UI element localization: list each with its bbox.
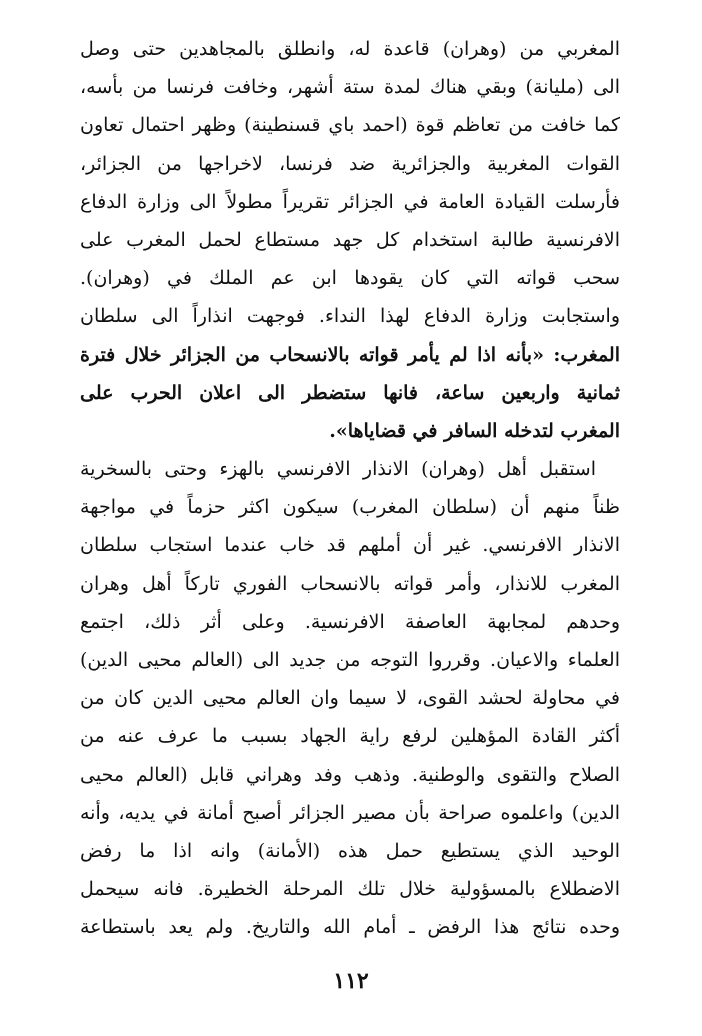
text-line: المغربي من (وهران) قاعدة له، وانطلق بالمجاهدين حتى وصل xyxy=(80,38,620,60)
text-line: فأرسلت القيادة العامة في الجزائر تقريراً مطولاً الى وزارة الدفاع xyxy=(80,190,620,213)
text-line: الدين) واعلموه صراحة بأن مصير الجزائر أصبح أمانة في يديه، وأنه xyxy=(80,801,620,824)
text-line: العلماء والاعيان. وقرروا التوجه من جديد الى (العالم محيى الدين) xyxy=(80,649,620,671)
text-line: الاضطلاع بالمسؤولية خلال تلك المرحلة الخطيرة. فانه سيحمل xyxy=(80,878,620,901)
page-number: ١١٢ xyxy=(333,968,369,994)
text-line: المغرب للانذار، وأمر قواته بالانسحاب الفوري تاركاً أهل وهران xyxy=(80,572,620,595)
text-line: واستجابت وزارة الدفاع لهذا النداء. فوجهت انذاراً الى سلطان xyxy=(80,305,620,328)
text-line: كما خافت من تعاظم قوة (احمد باي قسنطينة) وظهر احتمال تعاون xyxy=(80,114,620,137)
text-line: ظناً منهم أن (سلطان المغرب) سيكون اكثر حزماً في مواجهة xyxy=(80,496,620,519)
text-line: استقبل أهل (وهران) الانذار الافرنسي بالهزء وحتى بالسخرية xyxy=(80,458,596,481)
text-line: في محاولة لحشد القوى، لا سيما وان العالم محيى الدين كان من xyxy=(80,687,620,710)
text-line: الافرنسية طالبة استخدام كل جهد مستطاع لحمل المغرب على xyxy=(80,228,620,251)
text-line: سحب قواته التي كان يقودها ابن عم الملك في (وهران). xyxy=(80,267,620,290)
body-text xyxy=(80,30,620,947)
text-line: الى (مليانة) وبقي هناك لمدة ستة أشهر، وخافت فرنسا من بأسه، xyxy=(80,76,620,99)
text-line: الانذار الافرنسي. غير أن أملهم قد خاب عندما استجاب سلطان xyxy=(80,534,620,557)
text-line: أكثر القادة المؤهلين لرفع راية الجهاد بسبب ما عرف عنه من xyxy=(80,725,620,748)
text-line: الصلاح والتقوى والوطنية. وذهب وفد وهراني قابل (العالم محيى xyxy=(80,763,620,786)
text-line: القوات المغربية والجزائرية ضد فرنسا، لاخراجها من الجزائر، xyxy=(80,152,620,175)
text-line-bold: المغرب: «بأنه اذا لم يأمر قواته بالانسحاب من الجزائر خلال فترة xyxy=(80,343,620,366)
text-line-bold: ثمانية واربعين ساعة، فانها ستضطر الى اعلان الحرب على xyxy=(80,381,620,404)
text-line: وحده نتائج هذا الرفض ـ أمام الله والتاريخ. ولم يعد باستطاعة xyxy=(80,916,620,939)
text-line: وحدهم لمجابهة العاصفة الافرنسية. وعلى أثر ذلك، اجتمع xyxy=(80,610,620,633)
text-line-bold: المغرب لتدخله السافر في قضاياها». xyxy=(329,419,620,442)
text-line: الوحيد الذي يستطيع حمل هذه (الأمانة) وانه اذا ما رفض xyxy=(80,839,620,862)
